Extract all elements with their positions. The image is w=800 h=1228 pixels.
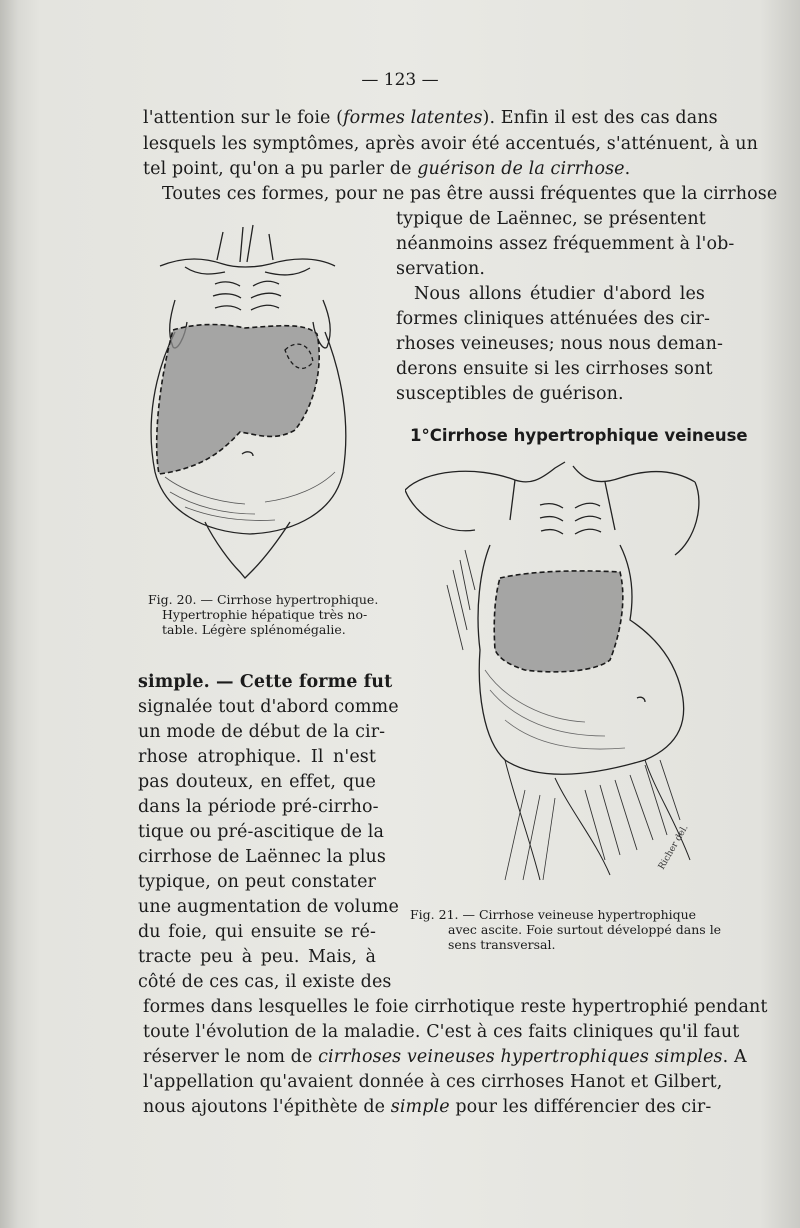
right-col-line-1: typique de Laënnec, se présentent bbox=[396, 209, 706, 229]
left-col-line-1: simple. — Cette forme fut bbox=[138, 672, 393, 692]
bottom-line-3: réserver le nom de cirrhoses veineuses hypertrophiques simples. A bbox=[143, 1047, 747, 1067]
figure-21-illustration bbox=[405, 460, 710, 890]
left-col-line-3: un mode de début de la cir- bbox=[138, 722, 386, 742]
figure-20-illustration bbox=[145, 222, 365, 582]
left-col-line-8: cirrhose de Laënnec la plus bbox=[138, 847, 386, 867]
left-col-line-9: typique, on peut constater bbox=[138, 872, 376, 892]
left-col-line-5: pas douteux, en effet, que bbox=[138, 772, 376, 792]
bottom-line-1: formes dans lesquelles le foie cirrhotique reste hypertrophié pendant bbox=[143, 997, 768, 1017]
right-col-line-3: servation. bbox=[396, 259, 486, 279]
figure-21-caption-line-1: Fig. 21. — Cirrhose veineuse hypertrophique bbox=[410, 907, 697, 922]
bottom-line-5: nous ajoutons l'épithète de simple pour les différencier des cir- bbox=[143, 1097, 712, 1117]
right-col-line-6: rhoses veineuses; nous nous deman- bbox=[396, 334, 723, 354]
figure-21-caption-line-3: sens transversal. bbox=[448, 937, 556, 952]
intro-line-3: tel point, qu'on a pu parler de guérison de la cirrhose. bbox=[143, 159, 631, 179]
right-col-line-7: derons ensuite si les cirrhoses sont bbox=[396, 359, 713, 379]
figure-21-signature: Richer del. bbox=[656, 823, 691, 872]
figure-20-caption-line-1: Fig. 20. — Cirrhose hypertrophique. bbox=[148, 592, 379, 607]
page-number: — 123 — bbox=[361, 70, 439, 90]
intro-line-4: Toutes ces formes, pour ne pas être aussi fréquentes que la cirrhose bbox=[162, 184, 778, 204]
left-col-line-7: tique ou pré-ascitique de la bbox=[138, 822, 385, 842]
left-col-line-12: tracte peu à peu. Mais, à bbox=[138, 947, 376, 967]
figure-21-caption-line-2: avec ascite. Foie surtout développé dans le bbox=[448, 922, 722, 937]
right-col-line-5: formes cliniques atténuées des cir- bbox=[396, 309, 711, 329]
intro-line-1: l'attention sur le foie (formes latentes). Enfin il est des cas dans bbox=[143, 108, 718, 128]
figure-20-caption-line-3: table. Légère splénomégalie. bbox=[162, 622, 346, 637]
left-col-line-10: une augmentation de volume bbox=[138, 897, 400, 917]
section-heading: 1°Cirrhose hypertrophique veineuse bbox=[410, 426, 748, 445]
right-col-line-2: néanmoins assez fréquemment à l'ob- bbox=[396, 234, 735, 254]
right-col-line-8: susceptibles de guérison. bbox=[396, 384, 624, 404]
left-col-line-11: du foie, qui ensuite se ré- bbox=[138, 922, 376, 942]
intro-line-2: lesquels les symptômes, après avoir été accentués, s'atténuent, à un bbox=[143, 134, 759, 154]
bottom-line-2: toute l'évolution de la maladie. C'est à ces faits cliniques qu'il faut bbox=[143, 1022, 740, 1042]
left-col-line-6: dans la période pré-cirrho- bbox=[138, 797, 379, 817]
left-col-line-13: côté de ces cas, il existe des bbox=[138, 972, 392, 992]
bottom-line-4: l'appellation qu'avaient donnée à ces cirrhoses Hanot et Gilbert, bbox=[143, 1072, 723, 1092]
left-col-line-4: rhose atrophique. Il n'est bbox=[138, 747, 376, 767]
figure-20-caption-line-2: Hypertrophie hépatique très no- bbox=[162, 607, 368, 622]
left-col-line-2: signalée tout d'abord comme bbox=[138, 697, 399, 717]
right-col-line-4: Nous allons étudier d'abord les bbox=[414, 284, 705, 304]
